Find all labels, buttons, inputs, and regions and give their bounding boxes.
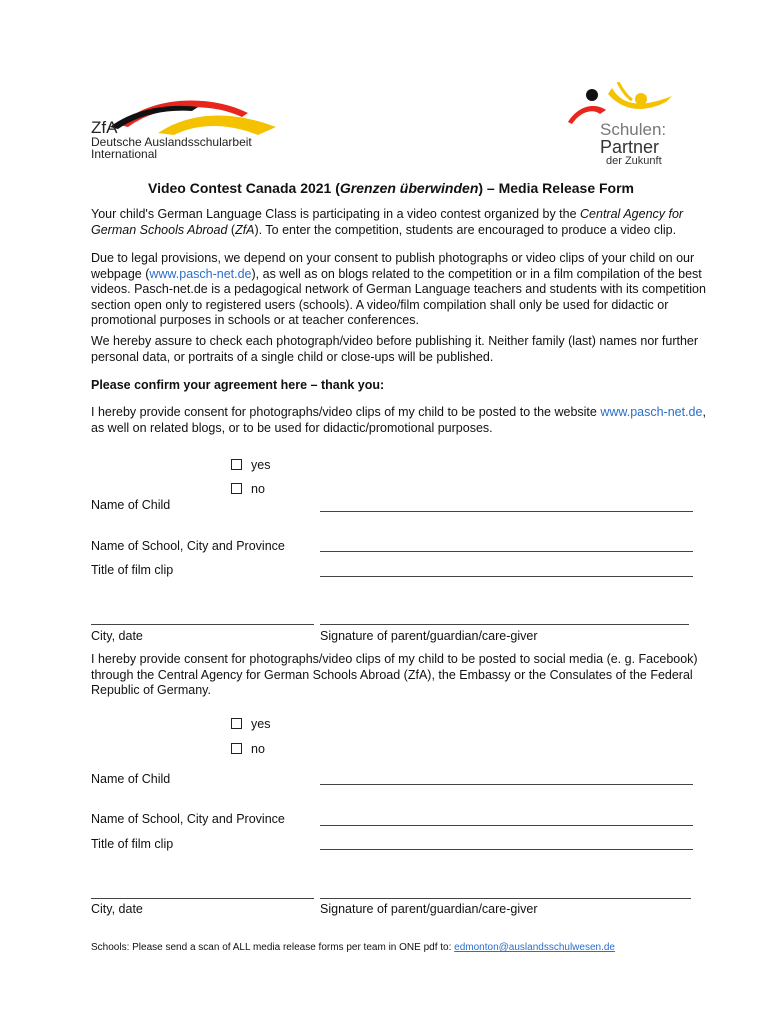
zfa-line-2: International — [91, 147, 158, 161]
signature-label: Signature of parent/guardian/care-giver — [320, 629, 538, 643]
pasch-link[interactable]: www.pasch-net.de — [149, 266, 252, 281]
zfa-line-1: Deutsche Auslandsschularbeit — [91, 135, 252, 149]
signature-field[interactable] — [320, 624, 689, 625]
checkbox[interactable] — [231, 459, 242, 470]
film-title-label-2: Title of film clip — [91, 837, 174, 851]
legal-paragraph: Due to legal provisions, we depend on your consent to publish photographs or video clips of your child on our webpage (www.pasch-net.de), as well as on blogs related to the competition or in a film compilation of the best videos. Pasch-net.de is a pedagogical network of German Language teachers and students with its competition section open only to registered users (schools). A video/film compilation shall only be used for didactic or promotional purposes in schools or at teacher conferences. — [91, 251, 706, 327]
film-title-field-2[interactable] — [320, 849, 693, 850]
signature-label-2: Signature of parent/guardian/care-giver — [320, 902, 538, 916]
consent1-yes-option[interactable]: yes — [231, 458, 270, 472]
consent2-yes-option[interactable]: yes — [231, 717, 270, 731]
school-label-2: Name of School, City and Province — [91, 812, 285, 826]
intro-paragraph: Your child's German Language Class is participating in a video contest organized by the Central Agency for German Schools Abroad (ZfA). To enter the competition, students are encouraged to produce a video clip. — [91, 207, 684, 237]
school-field-2[interactable] — [320, 825, 693, 826]
checkbox[interactable] — [231, 743, 242, 754]
consent2-no-option[interactable]: no — [231, 742, 265, 756]
school-field[interactable] — [320, 551, 693, 552]
city-date-field-2[interactable] — [91, 898, 314, 899]
city-date-field[interactable] — [91, 624, 314, 625]
zfa-mark: ZfA — [91, 118, 118, 137]
city-date-label-2: City, date — [91, 902, 143, 916]
pasch-line-3: der Zukunft — [606, 155, 662, 167]
signature-field-2[interactable] — [320, 898, 691, 899]
confirm-heading: Please confirm your agreement here – thank you: — [91, 378, 385, 392]
consent-social-paragraph: I hereby provide consent for photographs/video clips of my child to be posted to social media (e. g. Facebook) through the Central Agency for German Schools Abroad (ZfA), the Embassy or the Consulates of the Federal Republic of Germany. — [91, 652, 698, 697]
school-label: Name of School, City and Province — [91, 539, 285, 553]
child-name-field-2[interactable] — [320, 784, 693, 785]
assurance-paragraph: We hereby assure to check each photograph/video before publishing it. Neither family (last) names nor further personal data, or portraits of a single child or close-ups will be published. — [91, 334, 699, 364]
checkbox[interactable] — [231, 718, 242, 729]
footer-note: Schools: Please send a scan of ALL media release forms per team in ONE pdf to: edmonton@auslandsschulwesen.de — [91, 942, 615, 953]
consent1-no-option[interactable]: no — [231, 482, 265, 496]
child-name-label: Name of Child — [91, 498, 171, 512]
child-name-label-2: Name of Child — [91, 772, 171, 786]
pasch-line-1: Schulen: — [600, 120, 667, 139]
checkbox[interactable] — [231, 483, 242, 494]
film-title-field[interactable] — [320, 576, 693, 577]
pasch-figures-graphic — [562, 82, 682, 124]
page-title: Video Contest Canada 2021 (Grenzen überwinden) – Media Release Form — [147, 180, 634, 196]
pasch-line-2: Partner — [600, 137, 660, 157]
pasch-logo — [562, 82, 682, 170]
child-name-field[interactable] — [320, 511, 693, 512]
email-link[interactable]: edmonton@auslandsschulwesen.de — [454, 942, 615, 953]
consent-website-paragraph: I hereby provide consent for photographs/video clips of my child to be posted to the website www.pasch-net.de, as well on related blogs, or to be used for didactic/promotional purposes. — [91, 405, 706, 435]
zfa-logo — [88, 95, 278, 165]
pasch-link-2[interactable]: www.pasch-net.de — [600, 405, 703, 419]
city-date-label: City, date — [91, 629, 143, 643]
film-title-label: Title of film clip — [91, 563, 174, 577]
